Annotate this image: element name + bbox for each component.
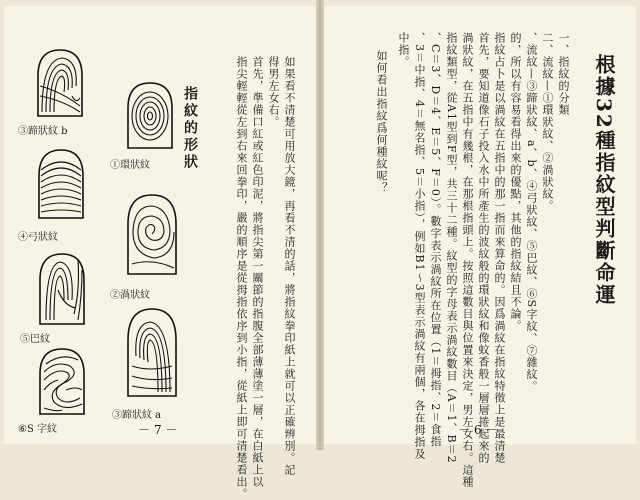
- book-gutter: [316, 0, 324, 450]
- body-line: 指紋占卜是以渦紋在五指中的那一指而來算命的。因爲渦紋在指紋特徵上是最清楚: [493, 32, 506, 464]
- s-shape-fingerprint-icon: [36, 346, 88, 416]
- body-line: 指紋類型，從A1型到F型，共三十二種。紋型的字母表示渦紋數目（A＝1、B＝2: [445, 32, 458, 464]
- body-line: 的，所以有容易看得出來的優點，其他的指紋結且不論。: [509, 32, 522, 332]
- page-title: 根據32種指紋型判斷命運: [592, 54, 616, 306]
- fingerprint-label: ③蹄狀紋 a: [112, 410, 162, 421]
- fingerprint-label: ⑤巴紋: [20, 334, 50, 345]
- whorl-ring-fingerprint-icon: [124, 80, 176, 150]
- arch-fingerprint-icon: [34, 146, 88, 220]
- fingerprint-label: ⑥S 字紋: [18, 424, 57, 435]
- page-number: －6－: [458, 423, 502, 437]
- loop-a-fingerprint-icon: [124, 306, 180, 398]
- fingerprint-label: ④弓狀紋: [18, 232, 58, 243]
- body-line: 得男左女右。: [267, 56, 280, 128]
- body-line: 、流紋—③蹄狀紋、a、b、④弓狀紋、⑤巴紋、⑥S字紋、⑦雜紋。: [525, 32, 538, 393]
- body-line: 如果看不清楚可用放大鏡，再看不清的話，將指紋拳印紙上就可以正確辨別。記: [283, 56, 296, 476]
- body-line: 二、流紋—①環狀紋、②渦狀紋。: [541, 32, 554, 212]
- whorl-spiral-fingerprint-icon: [124, 192, 180, 276]
- body-line: 一、指紋的分類: [557, 32, 570, 116]
- body-line: 中指。: [397, 32, 410, 68]
- body-line: 指尖輕輕從左到右來回拳印，嚴的順序是從拇指依序到小指，從紙上即可清楚看出。: [235, 56, 248, 500]
- loop-b-fingerprint-icon: [32, 46, 88, 118]
- body-line: 首先，準備口紅或紅色印泥，將指尖第一關節的指腹全部薄薄塗一層，在白紙上以: [251, 56, 264, 488]
- fingerprint-label: ③蹄狀紋 b: [18, 126, 68, 137]
- body-line: 、C＝3、D＝4、E＝5、F＝0）。數字表示渦紋所在位置（1＝拇指、2＝食指: [429, 32, 442, 448]
- fingerprint-label: ②渦狀紋: [110, 290, 150, 301]
- body-line: 渦狀紋，在五指中有幾根，在那根指頭上。按照這數目與位置來決定，男左女右。這種: [461, 32, 474, 488]
- page-number: －7－: [138, 423, 182, 437]
- body-line: 首先，要知道像石子投入水中所產生的波紋般的環狀紋和像蚊香般一層層捲起來的: [477, 32, 490, 464]
- body-line: 、3＝中指、4＝無名指、5＝小指），例如B1～3型表示渦紋有兩個，各在拇指及: [413, 32, 426, 460]
- section-title: 指紋的形狀: [182, 86, 198, 171]
- left-page: [4, 6, 316, 500]
- body-line: 如何看出指紋爲何種紋呢？: [375, 50, 388, 194]
- fingerprint-label: ①環狀紋: [110, 160, 150, 171]
- double-loop-fingerprint-icon: [36, 250, 88, 326]
- right-page: [324, 6, 636, 488]
